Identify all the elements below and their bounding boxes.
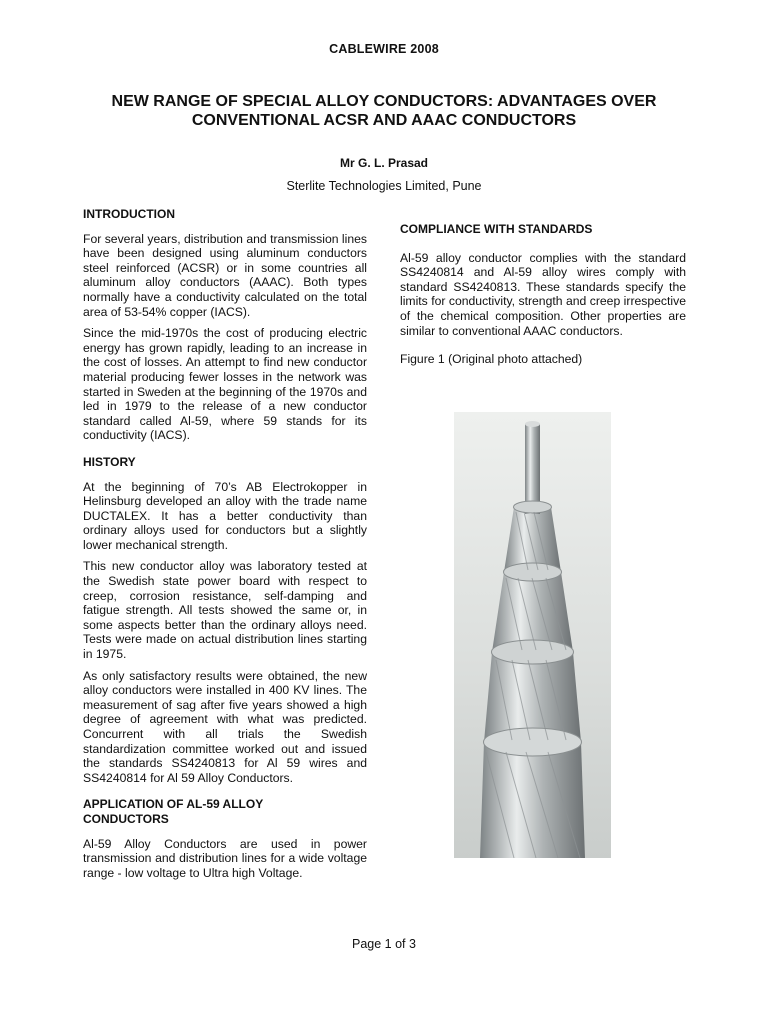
paragraph: Since the mid-1970s the cost of producing electric energy has grown rapidly, leading to an increase in the cost of losses. An attempt to find new conductor material producing fewer losses in the network was started in Sweden at the beginning of the 1970s and led in 1979 to the release of a new conductor standard called Al-59, where 59 stands for its conductivity (IACS). bbox=[83, 326, 367, 443]
section-heading-introduction: INTRODUCTION bbox=[83, 207, 175, 221]
paragraph: As only satisfactory results were obtained, the new alloy conductors were installed in 400 KV lines. The measurement of sag after five years showed a high degree of agreement with what was predicted. Concurrent with all trials the Swedish standardization committee worked out and issued the standards SS4240813 for Al 59 wires and SS4240814 for Al 59 Alloy Conductors. bbox=[83, 668, 367, 785]
left-column bbox=[83, 207, 367, 887]
author-name: Mr G. L. Prasad bbox=[339, 156, 429, 170]
paragraph: At the beginning of 70’s AB Electrokopper in Helinsburg developed an alloy with the trade name DUCTALEX. It has a better conductivity than ordinary alloys used for conductors but a slightly lower mechanical strength. bbox=[83, 479, 367, 552]
paper-title: NEW RANGE OF SPECIAL ALLOY CONDUCTORS: ADVANTAGES OVER CONVENTIONAL ACSR AND AAAC CONDUCTORS bbox=[111, 93, 657, 129]
section-heading-application: APPLICATION OF AL-59 ALLOY CONDUCTORS bbox=[83, 797, 264, 826]
paragraph: For several years, distribution and transmission lines have been designed using aluminum conductors steel reinforced (ACSR) or in some countries all aluminum alloy conductors (AAAC). Both types normally have a conductivity calculated on the total area of 53-54% copper (IACS). bbox=[83, 231, 367, 319]
conductor-photo bbox=[454, 412, 611, 858]
conference-header: CABLEWIRE 2008 bbox=[329, 42, 439, 56]
paragraph: This new conductor alloy was laboratory tested at the Swedish state power board with respect to creep, corrosion resistance, self-damping and fatigue strength. All tests showed the same or, in some aspects better than the ordinary alloys need. Tests were made on actual distribution lines starting in 1975. bbox=[83, 559, 367, 662]
paragraph: Al-59 Alloy Conductors are used in power transmission and distribution lines for a wide voltage range - low voltage to Ultra high Voltage. bbox=[83, 836, 367, 880]
author-affiliation: Sterlite Technologies Limited, Pune bbox=[286, 179, 482, 193]
section-heading-history: HISTORY bbox=[83, 454, 136, 469]
section-heading-compliance: COMPLIANCE WITH STANDARDS bbox=[400, 222, 593, 236]
figure-caption: Figure 1 (Original photo attached) bbox=[400, 352, 583, 367]
page-number: Page 1 of 3 bbox=[352, 937, 416, 951]
right-column bbox=[400, 222, 686, 374]
paragraph: Al-59 alloy conductor complies with the standard SS4240814 and Al-59 alloy wires comply with standard SS4240813. These standards specify the limits for conductivity, strength and creep irrespective of the chemical composition. Other properties are similar to conventional AAAC conductors. bbox=[400, 250, 686, 338]
